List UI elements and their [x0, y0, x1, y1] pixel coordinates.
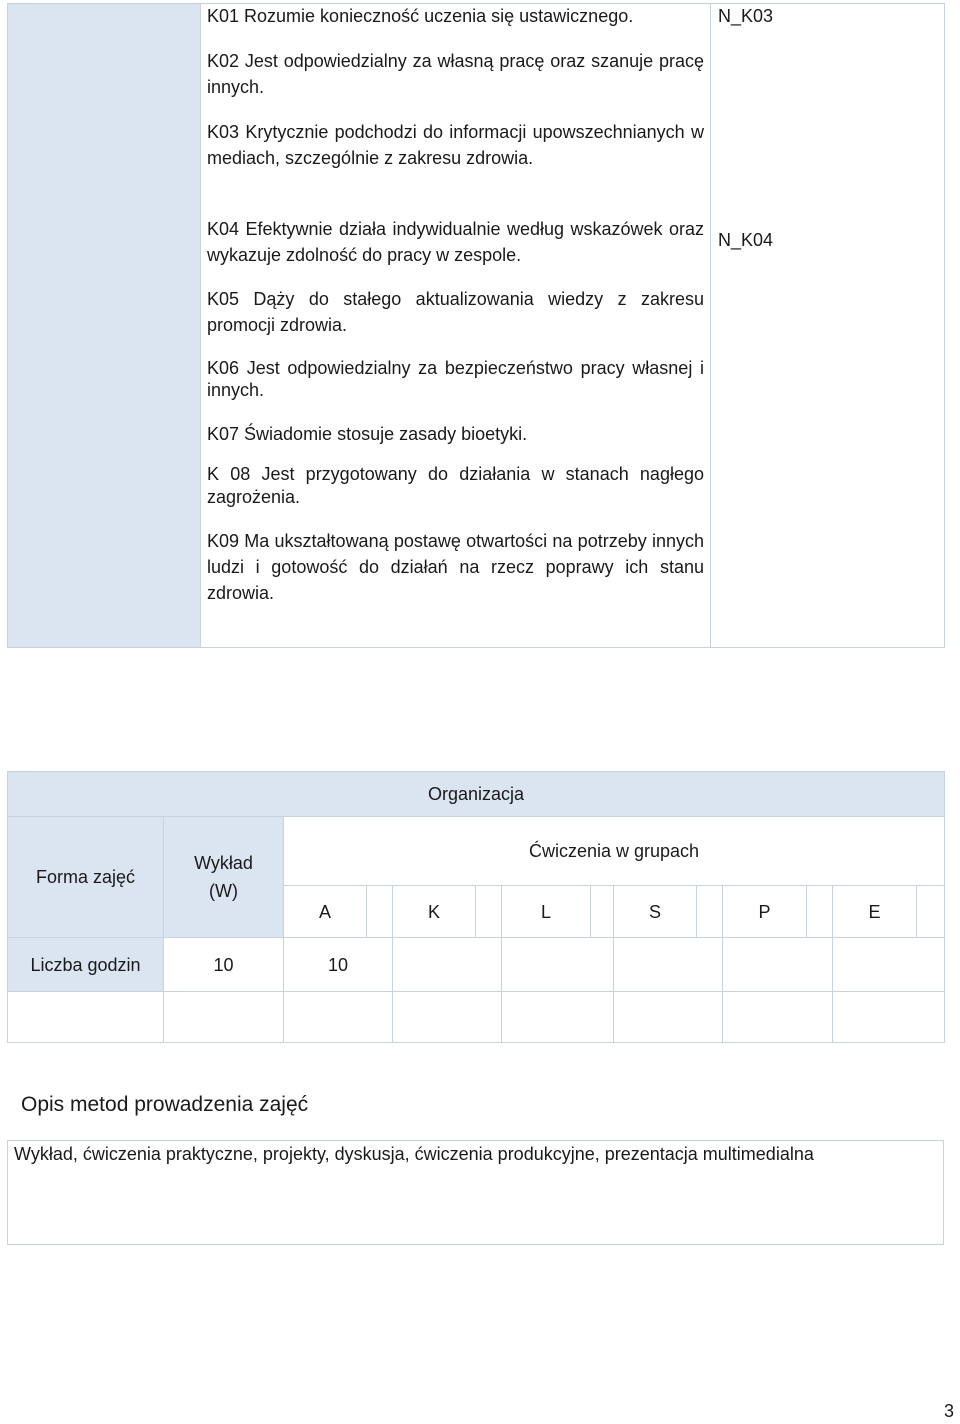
forma-zajec-cell: Forma zajęć	[7, 816, 164, 938]
liczba-wyklad-value: 10	[163, 937, 284, 992]
empty-cell	[832, 937, 945, 992]
group-cell-e: E	[832, 885, 917, 938]
empty-cell	[722, 991, 833, 1043]
cwiczenia-header-cell: Ćwiczenia w grupach	[283, 816, 945, 886]
methods-title: Opis metod prowadzenia zajęć	[21, 1093, 309, 1116]
competence-k07: K07 Świadomie stosuje zasady bioetyki.	[207, 424, 528, 444]
group-cell-blank	[696, 885, 723, 938]
methods-text: Wykład, ćwiczenia praktyczne, projekty, dyskusja, ćwiczenia produkcyjne, prezentacja multimedialna	[14, 1144, 814, 1164]
empty-cell	[283, 991, 393, 1043]
competence-k02: K02 Jest odpowiedzialny za własną pracę oraz szanuje pracę innych.	[207, 51, 704, 97]
empty-cell	[392, 991, 502, 1043]
empty-cell	[501, 937, 614, 992]
page-number: 3	[944, 1401, 955, 1421]
empty-cell	[501, 991, 614, 1043]
competence-k08: K 08 Jest przygotowany do działania w stanach nagłego zagrożenia.	[207, 464, 704, 507]
group-cell-blank	[590, 885, 614, 938]
empty-cell	[613, 937, 723, 992]
code-n-k03: N_K03	[718, 6, 774, 26]
competence-k06: K06 Jest odpowiedzialny za bezpieczeństwo pracy własnej i innych.	[207, 358, 704, 400]
methods-box	[7, 1140, 944, 1245]
organization-header: Organizacja	[7, 771, 945, 817]
group-cell-blank	[806, 885, 833, 938]
liczba-cwiczenia-value: 10	[283, 937, 393, 992]
empty-cell	[832, 991, 945, 1043]
group-cell-k: K	[392, 885, 476, 938]
wyklad-label: Wykład (W)	[194, 853, 253, 901]
competence-k03: K03 Krytycznie podchodzi do informacji upowszechnianych w mediach, szczególnie z zakresu zdrowia.	[207, 122, 704, 168]
competence-k09: K09 Ma ukształtowaną postawę otwartości na potrzeby innych ludzi i gotowość do działań na rzecz poprawy ich stanu zdrowia.	[207, 531, 704, 603]
empty-cell	[613, 991, 723, 1043]
group-cell-blank	[916, 885, 945, 938]
competence-k01: K01 Rozumie konieczność uczenia się ustawicznego.	[207, 6, 634, 26]
competences-code-cell	[710, 3, 945, 648]
empty-cell	[7, 991, 164, 1043]
wyklad-cell	[163, 816, 284, 938]
competence-k04: K04 Efektywnie działa indywidualnie według wskazówek oraz wykazuje zdolność do pracy w zespole.	[207, 219, 704, 265]
group-cell-s: S	[613, 885, 697, 938]
group-cell-blank	[366, 885, 393, 938]
empty-cell	[722, 937, 833, 992]
competences-label-cell	[7, 3, 201, 648]
group-cell-a: A	[283, 885, 367, 938]
competence-k05: K05 Dąży do stałego aktualizowania wiedzy z zakresu promocji zdrowia.	[207, 289, 704, 335]
group-cell-p: P	[722, 885, 807, 938]
group-cell-blank	[475, 885, 502, 938]
code-n-k04: N_K04	[718, 230, 774, 250]
empty-cell	[392, 937, 502, 992]
liczba-godzin-cell: Liczba godzin	[7, 937, 164, 992]
empty-cell	[163, 991, 284, 1043]
group-cell-l: L	[501, 885, 591, 938]
